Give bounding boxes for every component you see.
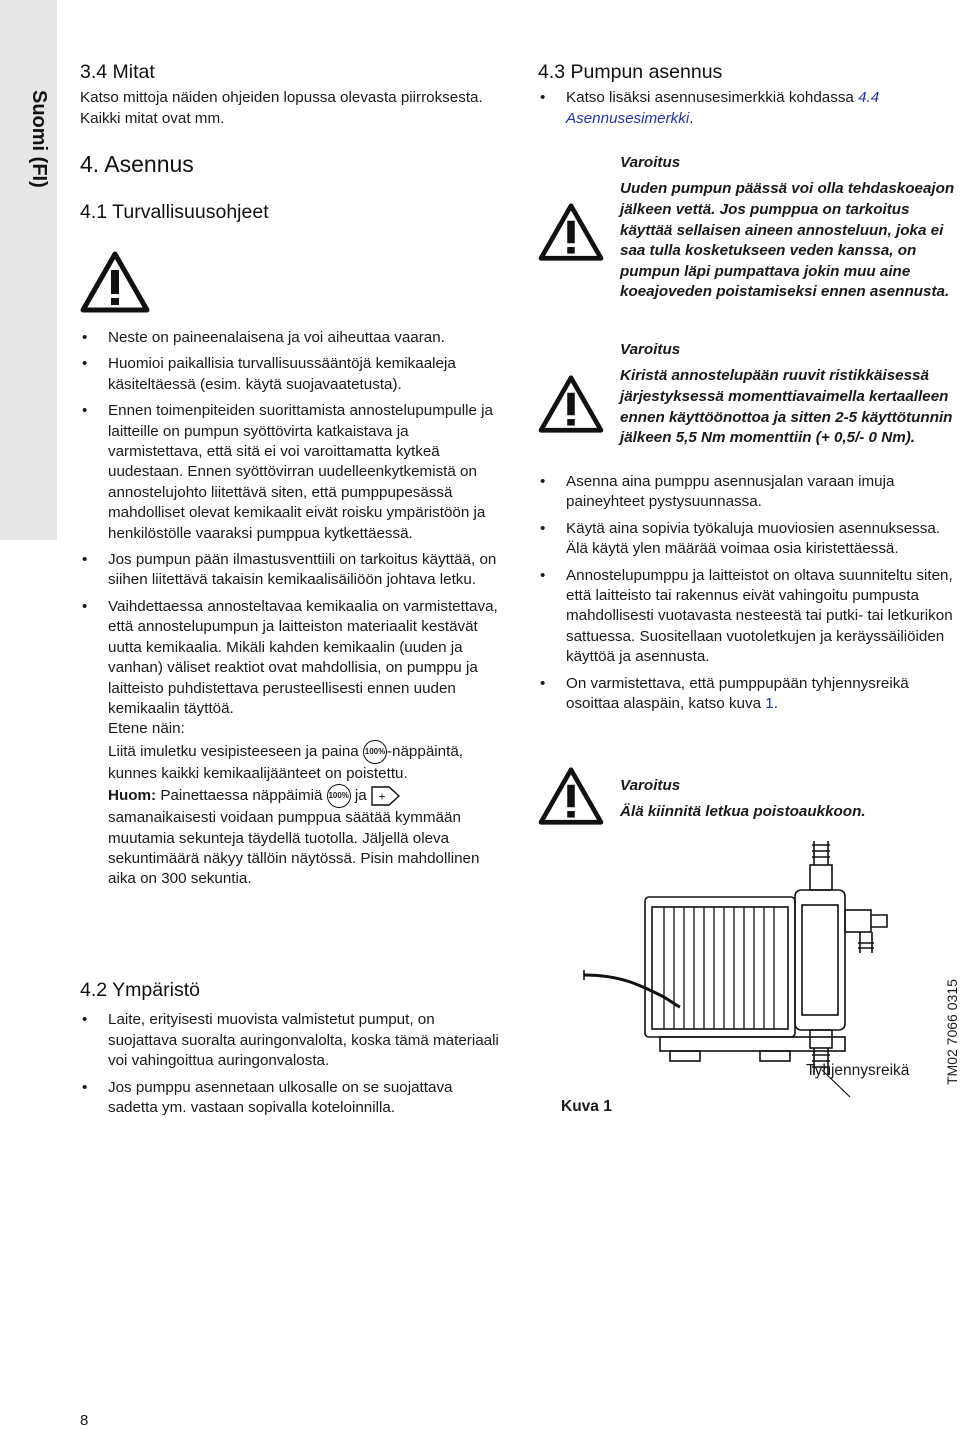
key-plus-icon xyxy=(371,786,401,806)
note-and: ja xyxy=(354,787,367,805)
link-4-4[interactable]: 4.4 Asennusesimerkki xyxy=(566,89,880,127)
procedure-step-text: Liitä imuletku vesipisteeseen ja paina xyxy=(108,742,359,760)
list-item-chemical-change xyxy=(80,597,500,890)
warning-box-1 xyxy=(620,153,960,303)
section-4-1-heading: 4.1 Turvallisuusohjeet xyxy=(80,201,269,223)
list-item: • Laite, erityisesti muovista valmistetut pumput, on suojattava suoralta auringonvalolta, koska tämä materiaali voi vahingoittua auringonvalosta. xyxy=(80,1010,500,1071)
warning-box-3 xyxy=(620,776,960,823)
language-label: Suomi (FI) xyxy=(28,90,50,188)
pump-drawing xyxy=(560,835,960,1125)
key-100-percent-icon: 100% xyxy=(327,784,351,808)
list-item: • Huomioi paikallisia turvallisuussääntöjä kemikaaleja käsiteltäessä (esim. käytä suojavaatetusta). xyxy=(80,354,500,395)
warning-triangle-icon xyxy=(538,202,604,262)
warning-text: Kiristä annostelupään ruuvit ristikkäisessä järjestyksessä momenttiavaimella kertaalleen ennen käyttöönottoa ja sitten 2-5 käyttötunnin jälkeen 5,5 Nm momenttiin (+ 0,5/- 0 Nm). xyxy=(620,367,953,447)
figure-code: TM02 7066 0315 xyxy=(944,979,960,1085)
note-text-a: Painettaessa näppäimiä xyxy=(160,787,323,805)
section-4-3-heading: 4.3 Pumpun asennus xyxy=(538,61,723,83)
installation-list xyxy=(538,472,958,720)
warning-text: Älä kiinnitä letkua poistoaukkoon. xyxy=(620,803,866,821)
list-item-end: . xyxy=(689,109,694,127)
list-item-text: Katso lisäksi asennusesimerkkiä kohdassa xyxy=(566,89,854,107)
list-item: • Jos pumpun pään ilmastusventtiili on tarkoitus käyttää, on siihen liitettävä takaisin kemikaalisäiliöön johtava letku. xyxy=(80,550,500,591)
procedure-intro: Etene näin: xyxy=(108,720,185,738)
warning-triangle-icon xyxy=(538,374,604,434)
warning-box-2 xyxy=(620,340,960,449)
section-4-2 xyxy=(80,980,500,1124)
list-item: • Asenna aina pumppu asennusjalan varaan imuja paineyhteet pystysuunnassa. xyxy=(538,472,958,513)
section-4 xyxy=(80,151,500,180)
section-3-4-heading: 3.4 Mitat xyxy=(80,61,155,83)
chemical-change-text: • Vaihdettaessa annosteltavaa kemikaalia on varmistettava, että annostelupumpun ja laitteiston materiaalit kestävät uutta kemikaalia. Mikäli kahden kemikaalin (uuden ja vanhan) väliset reaktiot ovat mahdollisia, on pumppu ja laitteisto puhdistettava perusteellisesti ennen uuden kemikaalin täyttöä. xyxy=(108,597,498,717)
page-number: 8 xyxy=(80,1412,89,1429)
list-item: • Jos pumppu asennetaan ulkosalle on se suojattava sadetta ym. vastaan sopivalla koteloinnilla. xyxy=(80,1078,500,1119)
warning-title: Varoitus xyxy=(620,777,681,794)
section-3-4-text: Katso mittoja näiden ohjeiden lopussa olevasta piirroksesta. Kaikki mitat ovat mm. xyxy=(80,89,483,127)
list-item-text: On varmistettava, että pumppupään tyhjennysreikä osoittaa alaspäin, katso kuva xyxy=(566,674,909,713)
section-4-3 xyxy=(538,62,958,135)
section-4-heading: 4. Asennus xyxy=(80,151,194,177)
callout-label: Tyhjennysreikä xyxy=(806,1062,910,1079)
list-item-end: . xyxy=(773,695,778,713)
note-paragraph xyxy=(108,784,500,890)
warning-triangle-icon xyxy=(538,766,604,826)
key-plus-label: + xyxy=(378,789,386,804)
warning-text: Uuden pumpun päässä voi olla tehdaskoeajon jälkeen vettä. Jos pumppua on tarkoitus käyttää sellaisen aineen annosteluun, joka ei saa tulla kosketukseen veden kanssa, on pumpun läpi pumpattava jokin muu aine koeajoveden poistamiseksi ennen asennusta. xyxy=(620,180,955,301)
list-item: • Käytä aina sopivia työkaluja muoviosien asennuksessa. Älä käytä ylen määrää voimaa osia kiristettäessä. xyxy=(538,519,958,560)
procedure-step xyxy=(108,740,500,784)
figure-caption: Kuva 1 xyxy=(561,1098,612,1115)
section-4-1 xyxy=(80,202,500,228)
note-label: Huom: xyxy=(108,787,157,805)
figure-ref-link[interactable]: 1 xyxy=(765,695,774,713)
list-item xyxy=(538,88,958,129)
sidebar-language-tab xyxy=(0,0,57,540)
procedure-step-text-end: -näppäintä, kunnes kaikki kemikaalijäänteet on poistettu. xyxy=(108,742,463,782)
section-4-2-heading: 4.2 Ympäristö xyxy=(80,979,200,1001)
section-3-4 xyxy=(80,62,500,129)
warning-title: Varoitus xyxy=(620,341,681,358)
list-item: • Ennen toimenpiteiden suorittamista annostelupumpulle ja laitteille on pumpun syöttövirta katkaistava ja varmistettava, että sitä ei voi varoittamatta kytkeä uudestaan. Ennen syöttövirran uudelleenkytkemistä on annostelujohto liitettävä siten, että pumppupesässä mahdolliset olevat kemikaalit eivät roisku ympäristöön ja henkilöstölle vaaraksi pumppua kytkettäessä. xyxy=(80,401,500,544)
warning-triangle-icon xyxy=(80,250,150,314)
list-item: • Neste on paineenalaisena ja voi aiheuttaa vaaran. xyxy=(80,328,500,348)
key-100-percent-icon: 100% xyxy=(363,740,387,764)
safety-list xyxy=(80,328,500,896)
warning-title: Varoitus xyxy=(620,154,681,171)
list-item: • Annostelupumppu ja laitteistot on oltava suunniteltu siten, että laitteisto tai rakennus eivät vahingoitu pumpusta mahdollisesti vuotavasta nesteestä tai putki- tai letkurikon sattuessa. Suositellaan vuotoletkujen ja keräyssäiliöiden käyttöä ja asennusta. xyxy=(538,566,958,668)
list-item xyxy=(538,674,958,715)
note-text-b: samanaikaisesti voidaan pumppua säätää kymmään muutamia sekunteja täydellä tuotolla. Jäljellä oleva sekuntimäärä näkyy tällöin näytössä. Pisin mahdollinen aika on 300 sekuntia. xyxy=(108,809,480,888)
